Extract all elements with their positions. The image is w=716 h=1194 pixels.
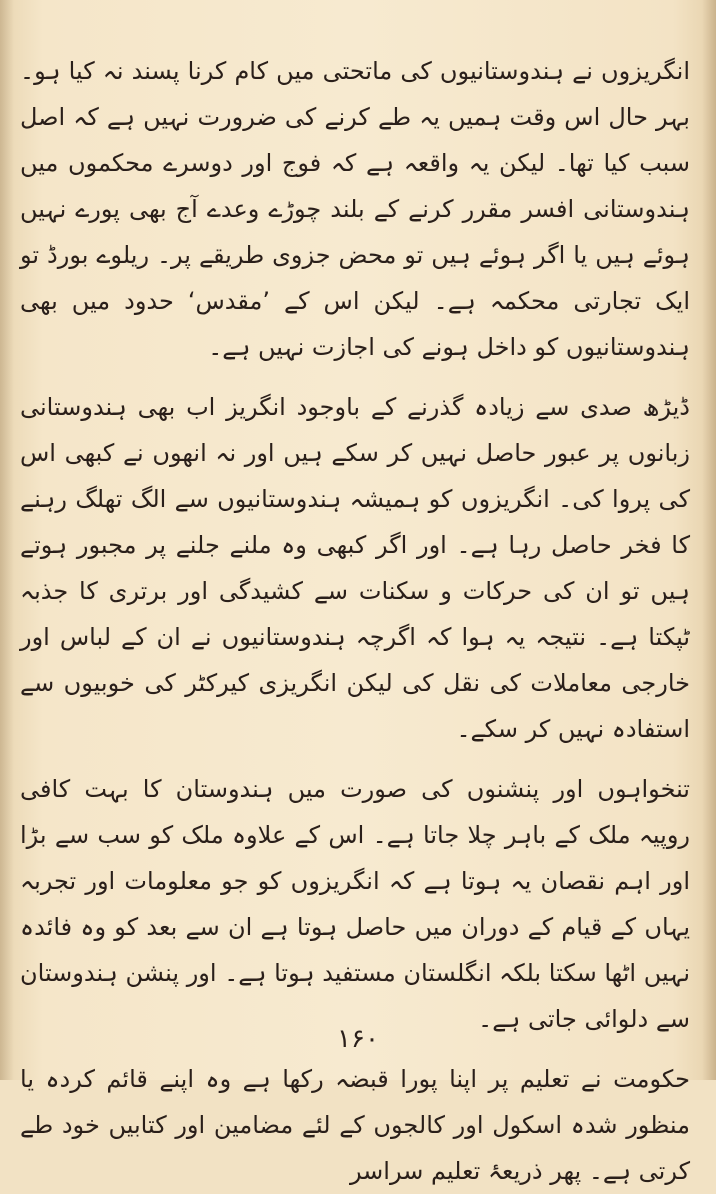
- paragraph-languages-aloofness: ڈیڑھ صدی سے زیادہ گذرنے کے باوجود انگریز اب بھی ہندوستانی زبانوں پر عبور حاصل نہیں کر سکے ہیں اور نہ انھوں نے کبھی اس کی پروا کی۔ انگریزوں کو ہمیشہ ہندوستانیوں سے الگ تھلگ رہنے کا فخر حاصل رہا ہے۔ اور اگر کبھی وہ ملنے جلنے پر مجبور ہوتے ہیں تو ان کی حرکات و سکنات سے کشیدگی اور برتری کا جذبہ ٹپکتا ہے۔ نتیجہ یہ ہوا کہ اگرچہ ہندوستانیوں نے ان کے لباس اور خارجی معاملات کی نقل کی لیکن انگریزی کیرکٹر کی خوبیوں سے استفادہ نہیں کر سکے۔: [20, 393, 690, 743]
- paragraph-education-control: حکومت نے تعلیم پر اپنا پورا قبضہ رکھا ہے وہ اپنے قائم کردہ یا منظور شدہ اسکول اور کالجوں کے لئے مضامین اور کتابیں خود طے کرتی ہے۔ پھر ذریعۂ تعلیم سراسر: [20, 1065, 690, 1185]
- paragraph-salaries-pensions: تنخواہوں اور پنشنوں کی صورت میں ہندوستان کا بہت کافی روپیہ ملک کے باہر چلا جاتا ہے۔ اس کے علاوہ ملک کو سب سے بڑا اور اہم نقصان یہ ہوتا ہے کہ انگریزوں کو جو معلومات اور تجربہ یہاں کے قیام کے دوران میں حاصل ہوتا ہے ان سے بعد کو وہ فائدہ نہیں اٹھا سکتا بلکہ انگلستان مستفید ہوتا ہے۔ اور پنشن ہندوستان سے دلوائی جاتی ہے۔: [20, 775, 690, 1033]
- page-left-edge-shadow: [0, 0, 14, 1080]
- paragraph-officers-promises: انگریزوں نے ہندوستانیوں کی ماتحتی میں کام کرنا پسند نہ کیا ہو۔ بہر حال اس وقت ہمیں یہ طے کرنے کی ضرورت نہیں ہے کہ اصل سبب کیا تھا۔ لیکن یہ واقعہ ہے کہ فوج اور دوسرے محکموں میں ہندوستانی افسر مقرر کرنے کے بلند چوڑے وعدے آج بھی پورے نہیں ہوئے ہیں یا اگر ہوئے ہیں تو محض جزوی طریقے پر۔ ریلوے بورڈ تو ایک تجارتی محکمہ ہے۔ لیکن اس کے ’مقدس‘ حدود میں بھی ہندوستانیوں کو داخل ہونے کی اجازت نہیں ہے۔: [20, 57, 690, 361]
- page-number: ۱۶۰: [337, 1024, 379, 1054]
- page-right-edge-shadow: [702, 0, 716, 1080]
- page-body-text: [20, 48, 690, 1194]
